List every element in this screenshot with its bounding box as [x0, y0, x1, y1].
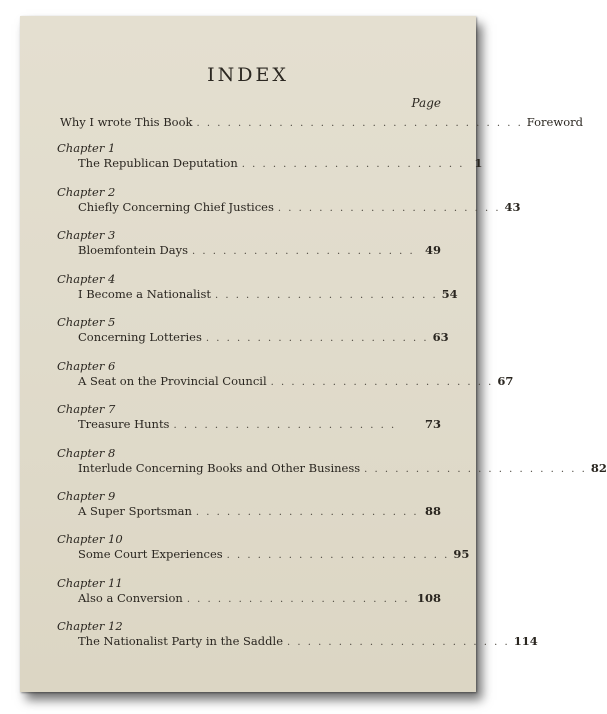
- leader-dots: . . . . . . . . . . . . . . . . . . . . . .: [205, 333, 429, 344]
- chapter-label: Chapter 3: [57, 228, 116, 242]
- chapter-title: Treasure Hunts: [78, 417, 170, 431]
- leader-dots: . . . . . . . . . . . . . . . . . . . . . .: [277, 203, 501, 214]
- chapter-label: Chapter 2: [57, 185, 116, 199]
- chapter-entry: [78, 374, 514, 388]
- chapter-page-number: 108: [416, 591, 441, 605]
- page-title: INDEX: [207, 64, 289, 86]
- chapter-entry: [78, 504, 441, 518]
- chapter-label: Chapter 10: [57, 532, 123, 546]
- leader-dots: . . . . . . . . . . . . . . . . . . . . . .: [173, 420, 397, 431]
- leader-dots: . . . . . . . . . . . . . . . . . . . . . .: [186, 594, 410, 605]
- entry-page: Foreword: [526, 115, 583, 129]
- chapter-entry: [78, 547, 470, 561]
- chapter-entry: [78, 156, 483, 170]
- chapter-label: Chapter 7: [57, 402, 116, 416]
- chapter-page-number: 67: [497, 374, 514, 388]
- chapter-page-number: 49: [424, 243, 441, 257]
- book-page: [20, 16, 607, 692]
- chapter-title: I Become a Nationalist: [78, 287, 211, 301]
- chapter-entry: [78, 243, 441, 257]
- chapter-label: Chapter 5: [57, 315, 116, 329]
- chapter-page-number: 95: [453, 547, 470, 561]
- chapter-page-number: 73: [424, 417, 441, 431]
- chapter-title: Interlude Concerning Books and Other Business: [78, 461, 361, 475]
- leader-dots: . . . . . . . . . . . . . . . . . . . . . .: [226, 550, 450, 561]
- chapter-title: A Seat on the Provincial Council: [78, 374, 267, 388]
- leader-dots: . . . . . . . . . . . . . . . . . . . . . .: [287, 637, 510, 648]
- chapter-page-number: 88: [424, 504, 441, 518]
- leader-dots: . . . . . . . . . . . . . . . . . . . . . . . . . . . . . . . .: [196, 118, 523, 129]
- leader-dots: . . . . . . . . . . . . . . . . . . . . . .: [364, 464, 587, 475]
- page-column-label: Page: [411, 96, 441, 110]
- chapter-label: Chapter 12: [57, 619, 123, 633]
- chapter-label: Chapter 1: [57, 141, 116, 155]
- chapter-title: The Nationalist Party in the Saddle: [78, 634, 283, 648]
- chapter-label: Chapter 4: [57, 272, 116, 286]
- leader-dots: . . . . . . . . . . . . . . . . . . . . . .: [195, 507, 419, 518]
- chapter-entry: [78, 591, 441, 605]
- chapter-label: Chapter 9: [57, 489, 116, 503]
- chapter-entry: [78, 634, 538, 648]
- chapter-entry: [78, 330, 449, 344]
- chapter-page-number: 114: [513, 634, 538, 648]
- chapter-page-number: 82: [590, 461, 607, 475]
- chapter-page-number: 54: [441, 287, 458, 301]
- chapter-title: A Super Sportsman: [78, 504, 192, 518]
- chapter-title: Chiefly Concerning Chief Justices: [78, 200, 274, 214]
- leader-dots: . . . . . . . . . . . . . . . . . . . . . .: [192, 246, 415, 257]
- chapter-entry: [78, 287, 458, 301]
- chapter-label: Chapter 11: [57, 576, 123, 590]
- entry-title: Why I wrote This Book: [60, 115, 193, 129]
- chapter-title: Some Court Experiences: [78, 547, 223, 561]
- chapter-title: Concerning Lotteries: [78, 330, 202, 344]
- chapter-label: Chapter 8: [57, 446, 116, 460]
- chapter-entry: [78, 200, 521, 214]
- leader-dots: . . . . . . . . . . . . . . . . . . . . . .: [214, 290, 438, 301]
- chapter-label: Chapter 6: [57, 359, 116, 373]
- leader-dots: . . . . . . . . . . . . . . . . . . . . . .: [241, 159, 465, 170]
- leader-dots: . . . . . . . . . . . . . . . . . . . . . .: [270, 377, 494, 388]
- chapter-title: The Republican Deputation: [78, 156, 238, 170]
- chapter-entry: [78, 417, 441, 431]
- chapter-entry: [78, 461, 607, 475]
- chapter-page-number: 63: [432, 330, 449, 344]
- chapter-page-number: 1: [474, 156, 483, 170]
- chapter-title: Also a Conversion: [78, 591, 183, 605]
- foreword-entry: [60, 115, 583, 129]
- chapter-page-number: 43: [504, 200, 521, 214]
- chapter-title: Bloemfontein Days: [78, 243, 188, 257]
